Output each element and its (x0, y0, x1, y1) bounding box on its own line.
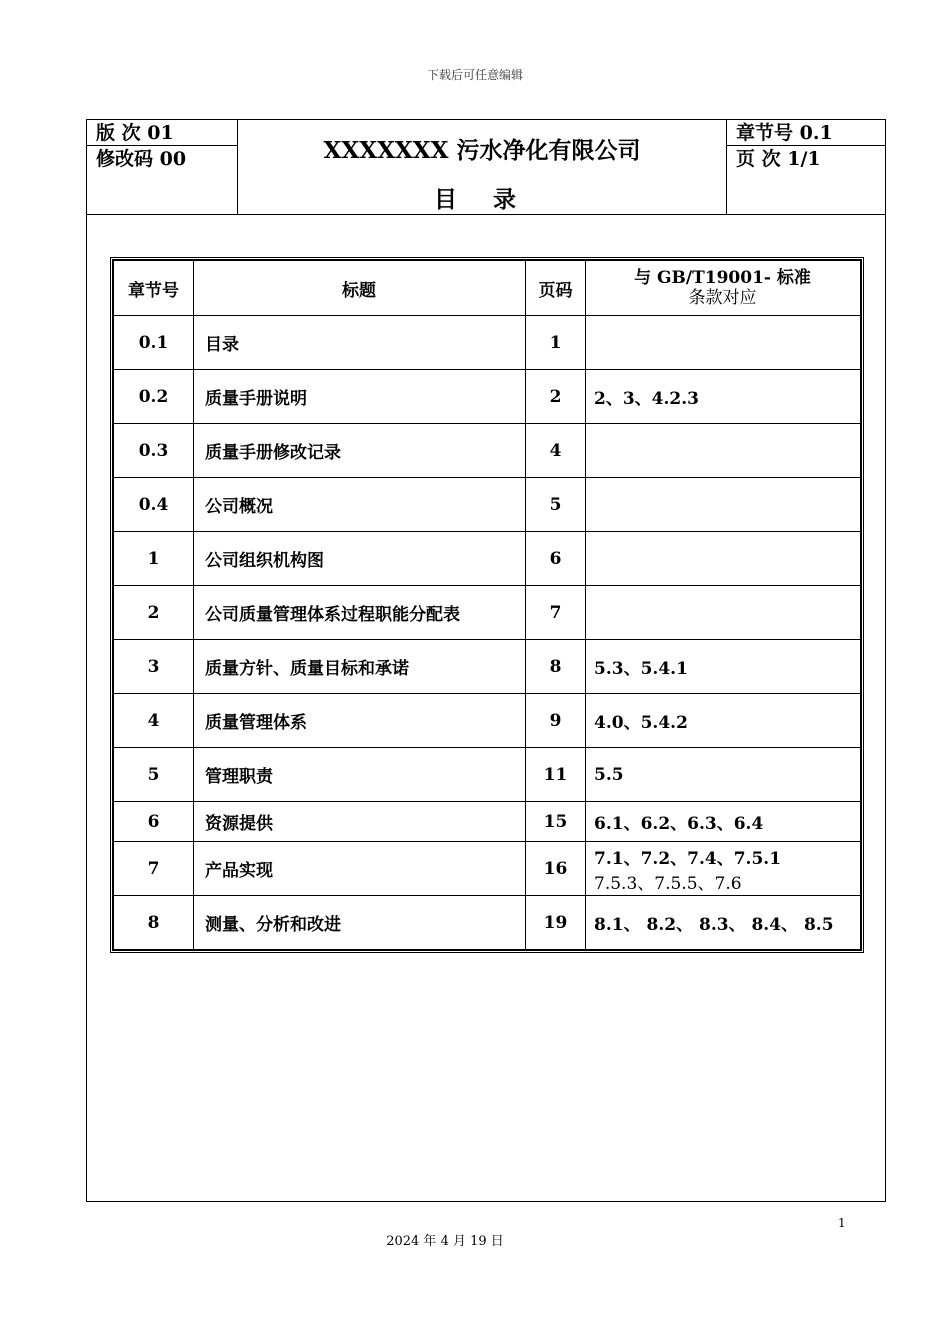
edition-label: 版 次 01 (87, 120, 237, 146)
title-cell: 公司概况 (194, 478, 526, 532)
section-number-cell: 1 (114, 532, 194, 586)
col-header-page: 页码 (526, 261, 586, 316)
col-header-standard-line1: 与 GB/T19001- 标准 (634, 268, 811, 288)
standard-line: 8.1、 8.2、 8.3、 8.4、 8.5 (594, 915, 834, 935)
toc-table-container (110, 257, 864, 953)
page-count-label: 页 次 1/1 (736, 148, 821, 170)
standard-cell (586, 316, 861, 370)
title-cell: 产品实现 (194, 842, 526, 896)
standard-line: 2、3、4.2.3 (594, 389, 699, 409)
header-title-block (238, 120, 726, 214)
section-number-label: 章节号 0.1 (727, 120, 885, 146)
standard-line: 5.3、5.4.1 (594, 659, 688, 679)
title-cell: 质量手册修改记录 (194, 424, 526, 478)
toc-row (114, 896, 861, 950)
toc-row (114, 640, 861, 694)
toc-row (114, 748, 861, 802)
page-cell: 4 (526, 424, 586, 478)
standard-cell (586, 896, 861, 950)
standard-cell (586, 586, 861, 640)
col-header-section: 章节号 (114, 261, 194, 316)
standard-cell (586, 424, 861, 478)
page-number: 1 (838, 1216, 846, 1230)
page-cell: 15 (526, 802, 586, 842)
toc-row (114, 586, 861, 640)
section-number-cell: 6 (114, 802, 194, 842)
toc-row (114, 842, 861, 896)
page-cell: 19 (526, 896, 586, 950)
toc-table (113, 260, 861, 950)
header-right-block (726, 120, 885, 214)
toc-header-row (114, 261, 861, 316)
standard-line: 4.0、5.4.2 (594, 713, 688, 733)
standard-cell (586, 370, 861, 424)
title-cell: 质量管理体系 (194, 694, 526, 748)
revision-label: 修改码 00 (96, 148, 187, 170)
col-header-standard-line2: 条款对应 (688, 288, 757, 308)
document-frame (86, 119, 886, 1202)
toc-row (114, 802, 861, 842)
page-cell: 11 (526, 748, 586, 802)
page-cell: 1 (526, 316, 586, 370)
section-number-cell: 0.1 (114, 316, 194, 370)
standard-line: 5.5 (594, 764, 624, 785)
col-header-title: 标题 (194, 261, 526, 316)
section-number-cell: 7 (114, 842, 194, 896)
toc-row (114, 478, 861, 532)
title-cell: 质量手册说明 (194, 370, 526, 424)
standard-cell (586, 478, 861, 532)
title-cell: 质量方针、质量目标和承诺 (194, 640, 526, 694)
footer-date: 2024 年 4 月 19 日 (386, 1234, 504, 1249)
top-note: 下载后可任意编辑 (426, 68, 523, 82)
toc-row (114, 370, 861, 424)
page-cell: 5 (526, 478, 586, 532)
section-number-cell: 2 (114, 586, 194, 640)
page-cell: 7 (526, 586, 586, 640)
title-cell: 测量、分析和改进 (194, 896, 526, 950)
standard-cell (586, 532, 861, 586)
standard-cell (586, 694, 861, 748)
company-name: XXXXXXX 污水净化有限公司 (323, 137, 641, 164)
section-number-cell: 3 (114, 640, 194, 694)
title-cell: 公司质量管理体系过程职能分配表 (194, 586, 526, 640)
toc-body (114, 316, 861, 950)
header-left-block (87, 120, 238, 214)
section-number-cell: 0.2 (114, 370, 194, 424)
toc-row (114, 532, 861, 586)
toc-row (114, 424, 861, 478)
standard-line: 6.1、6.2、6.3、6.4 (594, 814, 764, 834)
header-divider (87, 214, 885, 215)
standard-line-2: 7.5.3、7.5.5、7.6 (594, 873, 742, 894)
page-cell: 6 (526, 532, 586, 586)
section-number-cell: 8 (114, 896, 194, 950)
toc-row (114, 316, 861, 370)
section-number-cell: 4 (114, 694, 194, 748)
standard-cell (586, 802, 861, 842)
title-cell: 目录 (194, 316, 526, 370)
title-cell: 公司组织机构图 (194, 532, 526, 586)
standard-cell (586, 640, 861, 694)
section-number-cell: 5 (114, 748, 194, 802)
page-cell: 9 (526, 694, 586, 748)
section-number-cell: 0.3 (114, 424, 194, 478)
standard-line: 7.1、7.2、7.4、7.5.1 (594, 848, 782, 869)
section-number-cell: 0.4 (114, 478, 194, 532)
toc-row (114, 694, 861, 748)
standard-cell (586, 748, 861, 802)
page-cell: 16 (526, 842, 586, 896)
col-header-standard (586, 261, 861, 316)
document-title: 目 录 (433, 186, 530, 213)
standard-cell (586, 842, 861, 896)
title-cell: 资源提供 (194, 802, 526, 842)
page-cell: 8 (526, 640, 586, 694)
title-cell: 管理职责 (194, 748, 526, 802)
page-cell: 2 (526, 370, 586, 424)
